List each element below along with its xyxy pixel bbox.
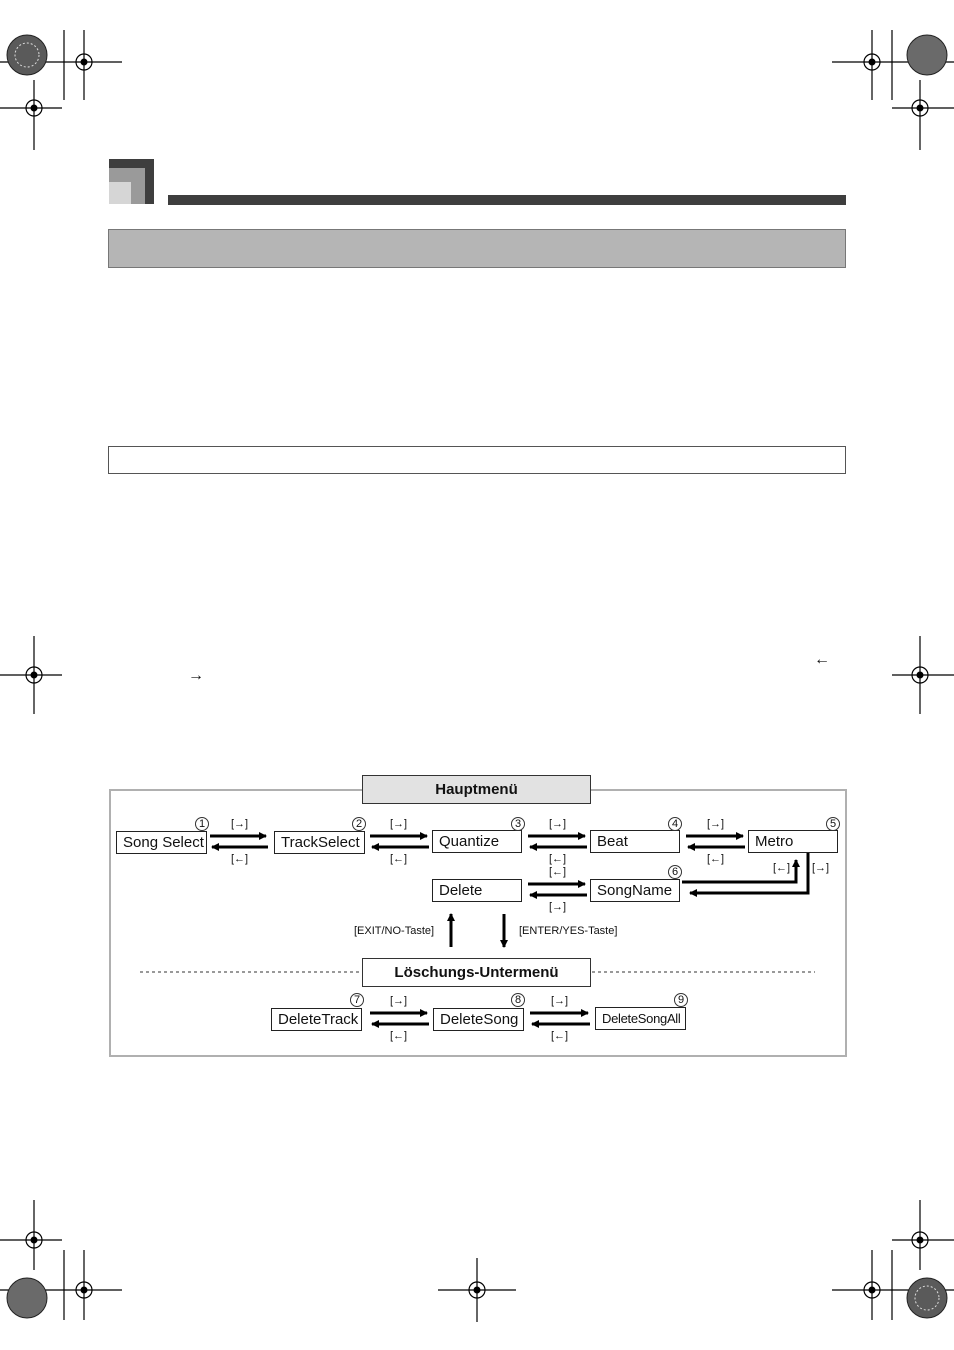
menu-node-song-select: Song Select xyxy=(116,831,207,854)
step-number-6: 6 xyxy=(668,865,682,879)
key-label-right: [→] xyxy=(812,862,830,874)
menu-node-quantize: Quantize xyxy=(432,830,522,853)
key-label-right: [→] xyxy=(231,818,249,830)
key-label-left: [←] xyxy=(773,862,791,874)
step-number-1: 1 xyxy=(195,817,209,831)
key-label-right: [→] xyxy=(549,901,567,913)
menu-node-songname: SongName xyxy=(590,879,680,902)
key-label-right: [→] xyxy=(390,818,408,830)
key-label-left: [←] xyxy=(551,1030,569,1042)
step-number-2: 2 xyxy=(352,817,366,831)
step-number-4: 4 xyxy=(668,817,682,831)
key-label-right: [→] xyxy=(549,818,567,830)
left-arrow-glyph: ← xyxy=(814,651,830,668)
menu-node-metro: Metro xyxy=(748,830,838,853)
key-label-left: [←] xyxy=(707,853,725,865)
exit-no-key-label: [EXIT/NO-Taste] xyxy=(354,925,435,937)
step-number-8: 8 xyxy=(511,993,525,1007)
key-label-left: [←] xyxy=(390,1030,408,1042)
enter-yes-key-label: [ENTER/YES-Taste] xyxy=(519,925,618,937)
menu-node-delete: Delete xyxy=(432,879,522,902)
key-label-right: [→] xyxy=(551,995,569,1007)
menu-node-delete-song: DeleteSong xyxy=(433,1008,524,1031)
key-label-left: [←] xyxy=(549,866,567,878)
step-number-9: 9 xyxy=(674,993,688,1007)
main-menu-title: Hauptmenü xyxy=(362,775,591,804)
key-label-left: [←] xyxy=(549,853,567,865)
step-number-7: 7 xyxy=(350,993,364,1007)
key-label-left: [←] xyxy=(390,853,408,865)
step-number-3: 3 xyxy=(511,817,525,831)
menu-node-delete-song-all: DeleteSongAll xyxy=(595,1007,686,1030)
step-number-5: 5 xyxy=(826,817,840,831)
key-label-right: [→] xyxy=(390,995,408,1007)
key-label-right: [→] xyxy=(707,818,725,830)
menu-node-beat: Beat xyxy=(590,830,680,853)
right-arrow-glyph: → xyxy=(188,667,204,684)
delete-submenu-title: Löschungs-Untermenü xyxy=(362,958,591,987)
menu-node-delete-track: DeleteTrack xyxy=(271,1008,362,1031)
menu-node-track-select: TrackSelect xyxy=(274,831,365,854)
key-label-left: [←] xyxy=(231,853,249,865)
